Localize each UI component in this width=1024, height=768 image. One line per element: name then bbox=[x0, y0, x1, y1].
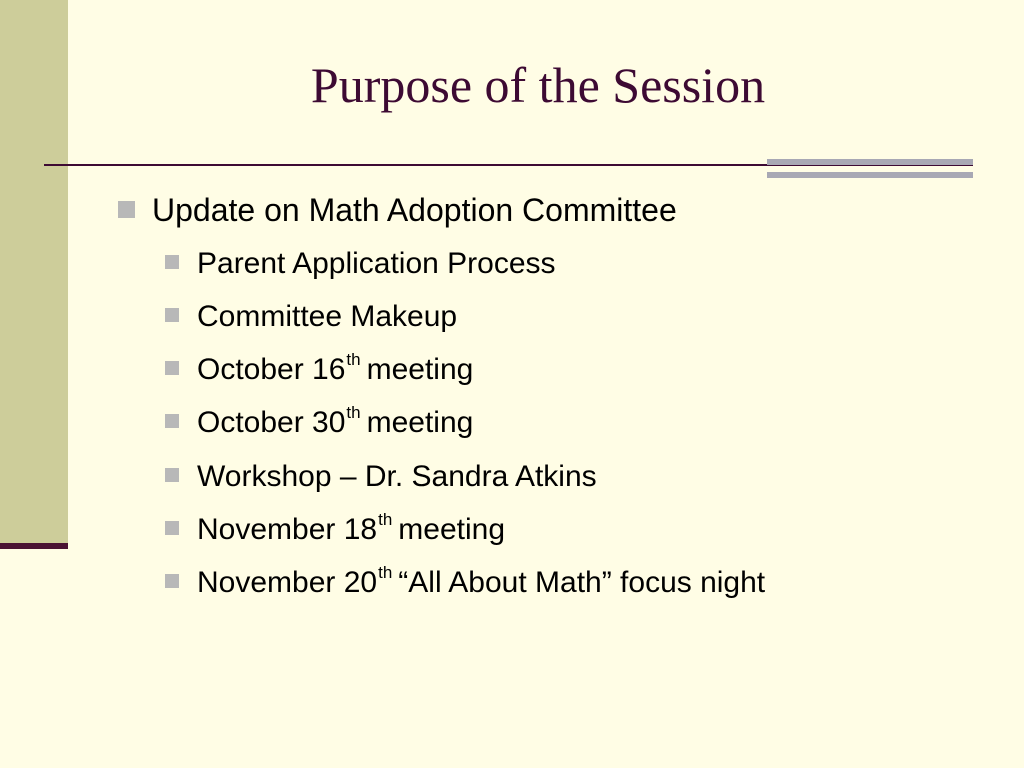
left-band-rule bbox=[0, 543, 68, 549]
bullet-item-level2 bbox=[165, 510, 506, 546]
ordinal-suffix: th bbox=[378, 563, 393, 582]
bullet-text-pre: October 30 bbox=[197, 406, 346, 439]
ordinal-suffix: th bbox=[346, 350, 361, 369]
square-bullet-icon bbox=[165, 308, 179, 322]
square-bullet-icon bbox=[165, 521, 179, 535]
bullet-text-pre: November 18 bbox=[197, 513, 378, 546]
bullet-item-level2 bbox=[165, 403, 474, 439]
bullet-text: Update on Math Adoption Committee bbox=[152, 192, 677, 228]
bullet-text: Committee Makeup bbox=[197, 300, 458, 333]
bullet-item-level2 bbox=[165, 563, 766, 599]
bullet-item-level2 bbox=[165, 462, 597, 492]
bullet-text: Workshop – Dr. Sandra Atkins bbox=[197, 460, 597, 493]
title-rule-accent-lower bbox=[767, 172, 973, 178]
bullet-text-post: meeting bbox=[366, 406, 474, 439]
bullet-text-post: meeting bbox=[366, 353, 474, 386]
square-bullet-icon bbox=[165, 255, 179, 269]
square-bullet-icon bbox=[165, 361, 179, 375]
square-bullet-icon bbox=[165, 414, 179, 428]
bullet-item-level1 bbox=[118, 194, 677, 226]
bullet-item-level2 bbox=[165, 302, 457, 332]
ordinal-suffix: th bbox=[346, 403, 361, 422]
title-rule-accent-upper bbox=[767, 159, 973, 165]
left-decorative-band bbox=[0, 0, 68, 545]
bullet-text: Parent Application Process bbox=[197, 247, 556, 280]
square-bullet-icon bbox=[165, 468, 179, 482]
ordinal-suffix: th bbox=[378, 510, 393, 529]
bullet-item-level2 bbox=[165, 350, 474, 386]
square-bullet-icon bbox=[165, 574, 179, 588]
bullet-item-level2 bbox=[165, 249, 556, 279]
square-bullet-icon bbox=[118, 201, 135, 218]
bullet-text-post: “All About Math” focus night bbox=[398, 566, 766, 599]
bullet-text-pre: November 20 bbox=[197, 566, 378, 599]
slide-title: Purpose of the Session bbox=[310, 57, 766, 113]
bullet-text-post: meeting bbox=[398, 513, 506, 546]
bullet-text-pre: October 16 bbox=[197, 353, 346, 386]
